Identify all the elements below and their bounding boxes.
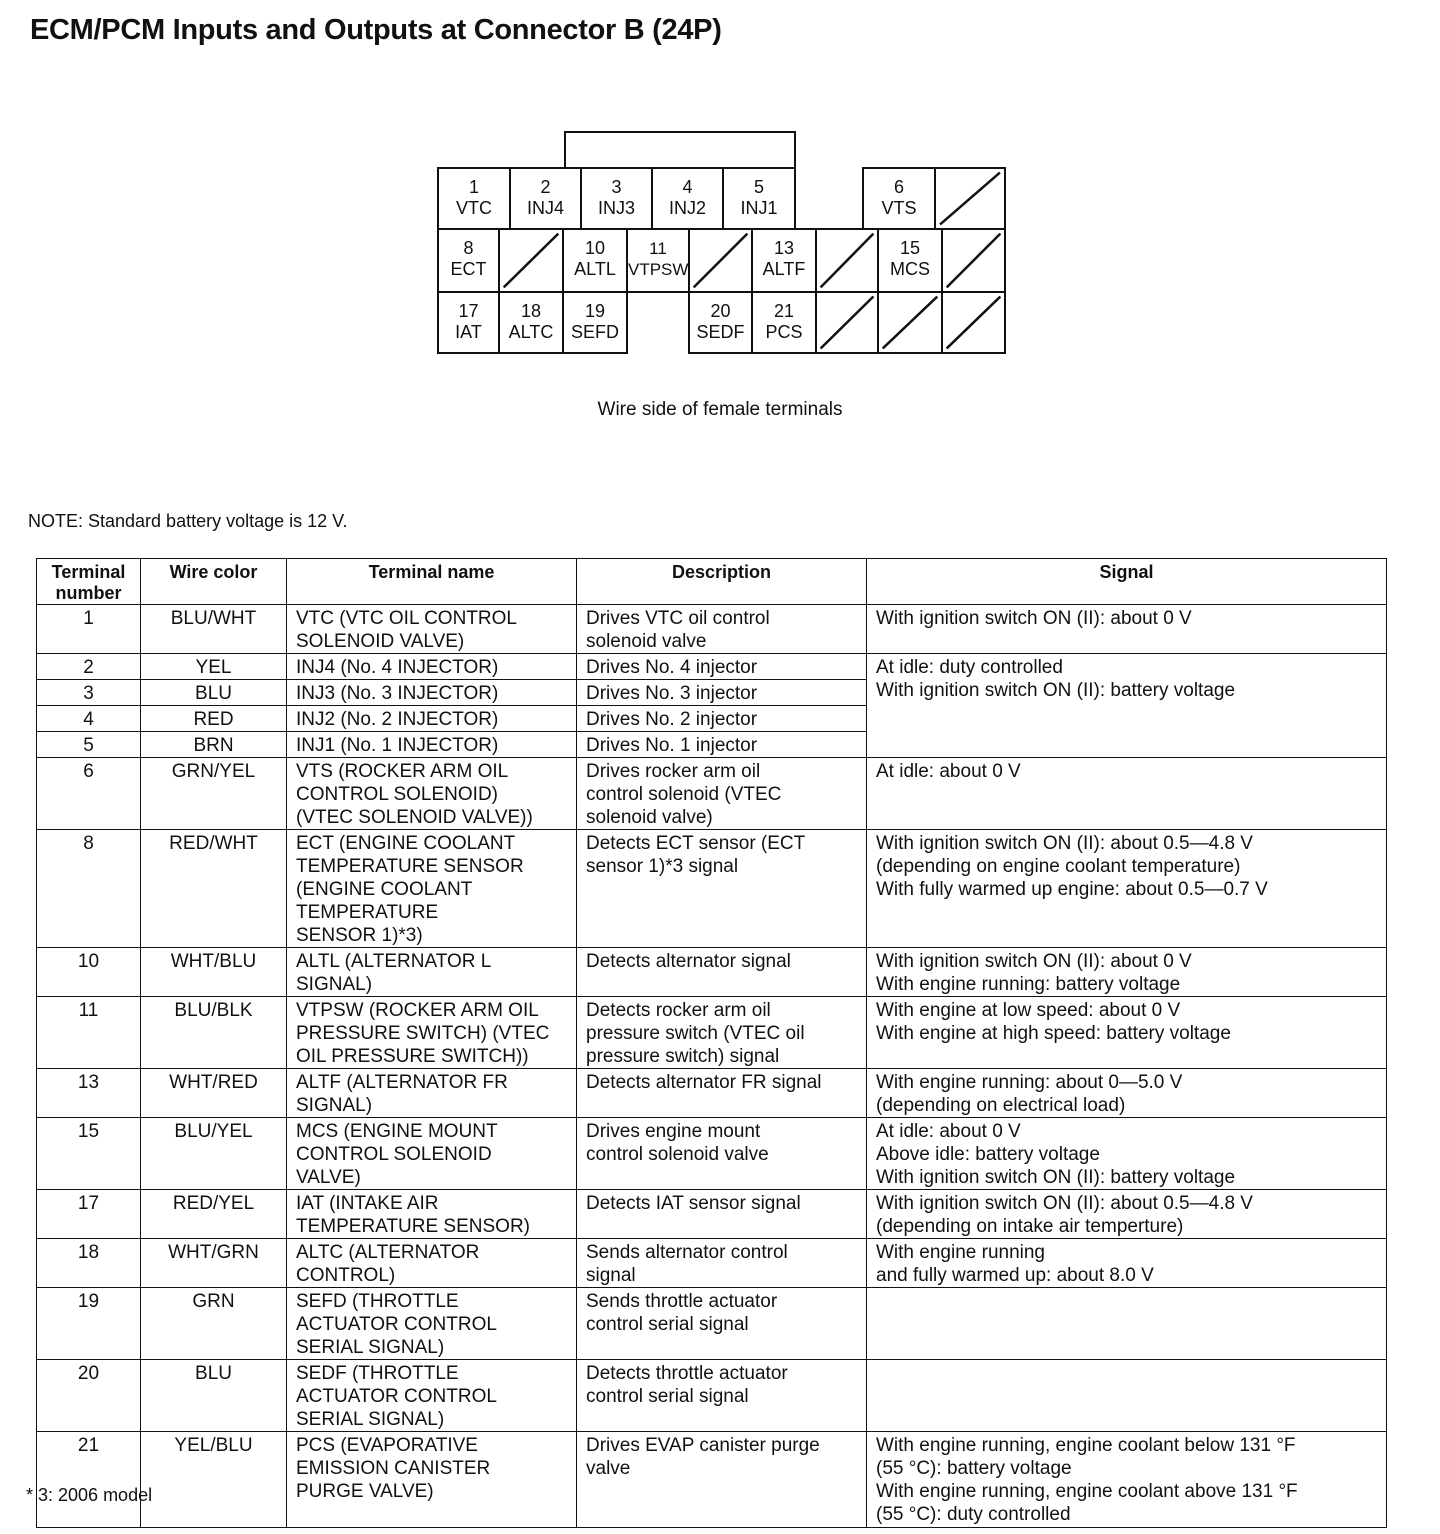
terminal-number-cell: 18 [37,1239,141,1288]
terminal-number-cell: 4 [37,706,141,732]
table-row [37,997,1387,1069]
terminal-number-cell: 21 [37,1432,141,1528]
terminal-cell [862,167,936,230]
unused-terminal [498,228,564,293]
terminal-number: 1 [468,177,479,197]
terminal-name-cell: INJ1 (No. 1 INJECTOR) [287,732,577,758]
terminal-cell [651,167,724,230]
terminal-label: ALTL [574,259,616,279]
terminal-number: 17 [458,301,479,321]
wire-color-cell: RED/WHT [141,830,287,948]
wire-color-cell: BRN [141,732,287,758]
terminal-label: INJ2 [668,198,706,218]
terminal-number: 4 [682,177,693,197]
diagram-caption: Wire side of female terminals [597,399,843,420]
terminal-number: 13 [773,238,795,258]
unused-terminal [877,291,943,354]
terminal-number: 3 [611,177,622,197]
description-cell: Detects rocker arm oil pressure switch (VTEC oil pressure switch) signal [577,997,867,1069]
terminal-label: ALTC [508,322,554,342]
table-row [37,1288,1387,1360]
table-row [37,1360,1387,1432]
description-cell: Drives No. 4 injector [577,654,867,680]
terminal-name-cell: VTS (ROCKER ARM OIL CONTROL SOLENOID) (VTEC SOLENOID VALVE)) [287,758,577,830]
table-row [37,1432,1387,1528]
terminal-number-cell: 2 [37,654,141,680]
unused-terminal [815,291,879,354]
wire-color-cell: WHT/RED [141,1069,287,1118]
signal-cell: With ignition switch ON (II): about 0 V With engine running: battery voltage [867,948,1387,997]
terminal-number: 21 [773,301,795,321]
terminal-cell [437,167,511,230]
terminal-label: ALTF [762,259,806,279]
terminal-number: 19 [584,301,606,321]
terminal-number-cell: 17 [37,1190,141,1239]
terminal-number-cell: 5 [37,732,141,758]
terminal-label: SEFD [570,322,619,342]
terminal-number: 5 [753,177,764,197]
signal-cell: With engine running and fully warmed up: about 8.0 V [867,1239,1387,1288]
table-row [37,948,1387,997]
signal-cell: With engine running: about 0—5.0 V (depending on electrical load) [867,1069,1387,1118]
terminal-cell [509,167,582,230]
terminal-number: 10 [584,238,606,258]
wire-color-cell: WHT/BLU [141,948,287,997]
terminal-cell [877,228,943,293]
description-cell: Sends throttle actuator control serial signal [577,1288,867,1360]
description-cell: Drives VTC oil control solenoid valve [577,605,867,654]
signal-cell: With ignition switch ON (II): about 0.5—4.8 V (depending on intake air temperture) [867,1190,1387,1239]
description-cell: Drives No. 1 injector [577,732,867,758]
terminal-name-cell: SEDF (THROTTLE ACTUATOR CONTROL SERIAL SIGNAL) [287,1360,577,1432]
table-header-row [37,559,1387,605]
terminal-name-cell: ALTC (ALTERNATOR CONTROL) [287,1239,577,1288]
terminal-cell [437,291,500,354]
description-cell: Detects alternator FR signal [577,1069,867,1118]
terminal-number: 18 [520,301,542,321]
terminal-label: ECT [450,259,487,279]
description-cell: Detects alternator signal [577,948,867,997]
wire-color-cell: GRN/YEL [141,758,287,830]
terminal-cell [580,167,653,230]
terminal-name-cell: ALTF (ALTERNATOR FR SIGNAL) [287,1069,577,1118]
description-cell: Detects throttle actuator control serial signal [577,1360,867,1432]
wire-color-cell: BLU/BLK [141,997,287,1069]
terminal-label: INJ3 [597,198,635,218]
description-cell: Drives rocker arm oil control solenoid (VTEC solenoid valve) [577,758,867,830]
header-signal: Signal [867,559,1387,605]
unused-terminal [941,228,1006,293]
terminal-number: 11 [649,239,667,258]
description-cell: Sends alternator control signal [577,1239,867,1288]
signal-cell [867,1360,1387,1432]
terminal-number: 6 [893,177,904,197]
terminal-number-cell: 19 [37,1288,141,1360]
io-table [36,558,1387,1528]
terminal-number: 20 [710,301,731,321]
terminal-label: VTC [456,198,492,218]
terminal-number: 8 [463,238,474,258]
signal-cell [867,1288,1387,1360]
table-row [37,605,1387,654]
wire-color-cell: BLU [141,680,287,706]
unused-terminal [815,228,879,293]
terminal-name-cell: VTC (VTC OIL CONTROL SOLENOID VALVE) [287,605,577,654]
terminal-name-cell: ALTL (ALTERNATOR L SIGNAL) [287,948,577,997]
unused-terminal [941,291,1006,354]
wire-color-cell: RED/YEL [141,1190,287,1239]
signal-cell: At idle: about 0 V [867,758,1387,830]
terminal-label: VTS [881,198,917,218]
signal-cell: At idle: about 0 V Above idle: battery voltage With ignition switch ON (II): battery voltage [867,1118,1387,1190]
terminal-name-cell: IAT (INTAKE AIR TEMPERATURE SENSOR) [287,1190,577,1239]
terminal-cell [498,291,564,354]
signal-cell: With engine at low speed: about 0 V With engine at high speed: battery voltage [867,997,1387,1069]
table-row [37,1069,1387,1118]
wire-color-cell: WHT/GRN [141,1239,287,1288]
terminal-label: INJ1 [740,198,778,218]
terminal-label: SEDF [696,322,745,342]
terminal-number-cell: 3 [37,680,141,706]
terminal-cell [562,228,628,293]
terminal-name-cell: VTPSW (ROCKER ARM OIL PRESSURE SWITCH) (VTEC OIL PRESSURE SWITCH)) [287,997,577,1069]
terminal-name-cell: INJ2 (No. 2 INJECTOR) [287,706,577,732]
terminal-label: MCS [890,259,930,279]
unused-terminal [688,228,753,293]
wire-color-cell: GRN [141,1288,287,1360]
wire-color-cell: BLU [141,1360,287,1432]
wire-color-cell: BLU/YEL [141,1118,287,1190]
footnote: * 3: 2006 model [26,1485,153,1505]
wire-color-cell: BLU/WHT [141,605,287,654]
signal-cell: With ignition switch ON (II): about 0 V [867,605,1387,654]
signal-cell: With ignition switch ON (II): about 0.5—4.8 V (depending on engine coolant temperature) With fully warmed up engine: about 0.5—0.7 V [867,830,1387,948]
terminal-name-cell: INJ3 (No. 3 INJECTOR) [287,680,577,706]
terminal-cell [562,291,628,354]
table-row [37,1239,1387,1288]
terminal-label: VTPSW [628,260,689,279]
description-cell: Drives No. 3 injector [577,680,867,706]
terminal-number-cell: 20 [37,1360,141,1432]
signal-cell: With engine running, engine coolant below 131 °F (55 °C): battery voltage With engine running, engine coolant above 131 °F (55 °C): duty controlled [867,1432,1387,1528]
terminal-cell [751,228,817,293]
description-cell: Detects IAT sensor signal [577,1190,867,1239]
table-row [37,1118,1387,1190]
page-title: ECM/PCM Inputs and Outputs at Connector B (24P) [30,14,722,46]
header-wire-color: Wire color [141,559,287,605]
header-description: Description [577,559,867,605]
connector-latch [564,131,796,169]
terminal-name-cell: SEFD (THROTTLE ACTUATOR CONTROL SERIAL SIGNAL) [287,1288,577,1360]
terminal-name-cell: INJ4 (No. 4 INJECTOR) [287,654,577,680]
wire-color-cell: YEL/BLU [141,1432,287,1528]
terminal-number-cell: 6 [37,758,141,830]
wire-color-cell: RED [141,706,287,732]
terminal-number: 2 [540,177,551,197]
table-row [37,758,1387,830]
terminal-number-cell: 8 [37,830,141,948]
table-row [37,830,1387,948]
terminal-label: IAT [455,322,482,342]
terminal-name-cell: PCS (EVAPORATIVE EMISSION CANISTER PURGE VALVE) [287,1432,577,1528]
unused-terminal [934,167,1006,230]
header-terminal-name: Terminal name [287,559,577,605]
table-row [37,1190,1387,1239]
terminal-number: 15 [899,238,921,258]
description-cell: Detects ECT sensor (ECT sensor 1)*3 signal [577,830,867,948]
terminal-label: INJ4 [526,198,564,218]
description-cell: Drives engine mount control solenoid valve [577,1118,867,1190]
terminal-number-cell: 10 [37,948,141,997]
terminal-label: PCS [765,322,803,342]
description-cell: Drives EVAP canister purge valve [577,1432,867,1528]
terminal-cell [722,167,796,230]
table-row [37,654,1387,680]
terminal-cell [688,291,753,354]
terminal-number-cell: 1 [37,605,141,654]
terminal-name-cell: ECT (ENGINE COOLANT TEMPERATURE SENSOR (ENGINE COOLANT TEMPERATURE SENSOR 1)*3) [287,830,577,948]
terminal-cell [751,291,817,354]
terminal-number-cell: 15 [37,1118,141,1190]
terminal-name-cell: MCS (ENGINE MOUNT CONTROL SOLENOID VALVE) [287,1118,577,1190]
terminal-cell [437,228,500,293]
signal-cell: At idle: duty controlled With ignition switch ON (II): battery voltage [867,654,1387,758]
terminal-cell [626,228,690,293]
wire-color-cell: YEL [141,654,287,680]
terminal-number-cell: 13 [37,1069,141,1118]
header-terminal-number: Terminal number [37,559,141,605]
description-cell: Drives No. 2 injector [577,706,867,732]
terminal-number-cell: 11 [37,997,141,1069]
battery-note: NOTE: Standard battery voltage is 12 V. [28,511,348,531]
